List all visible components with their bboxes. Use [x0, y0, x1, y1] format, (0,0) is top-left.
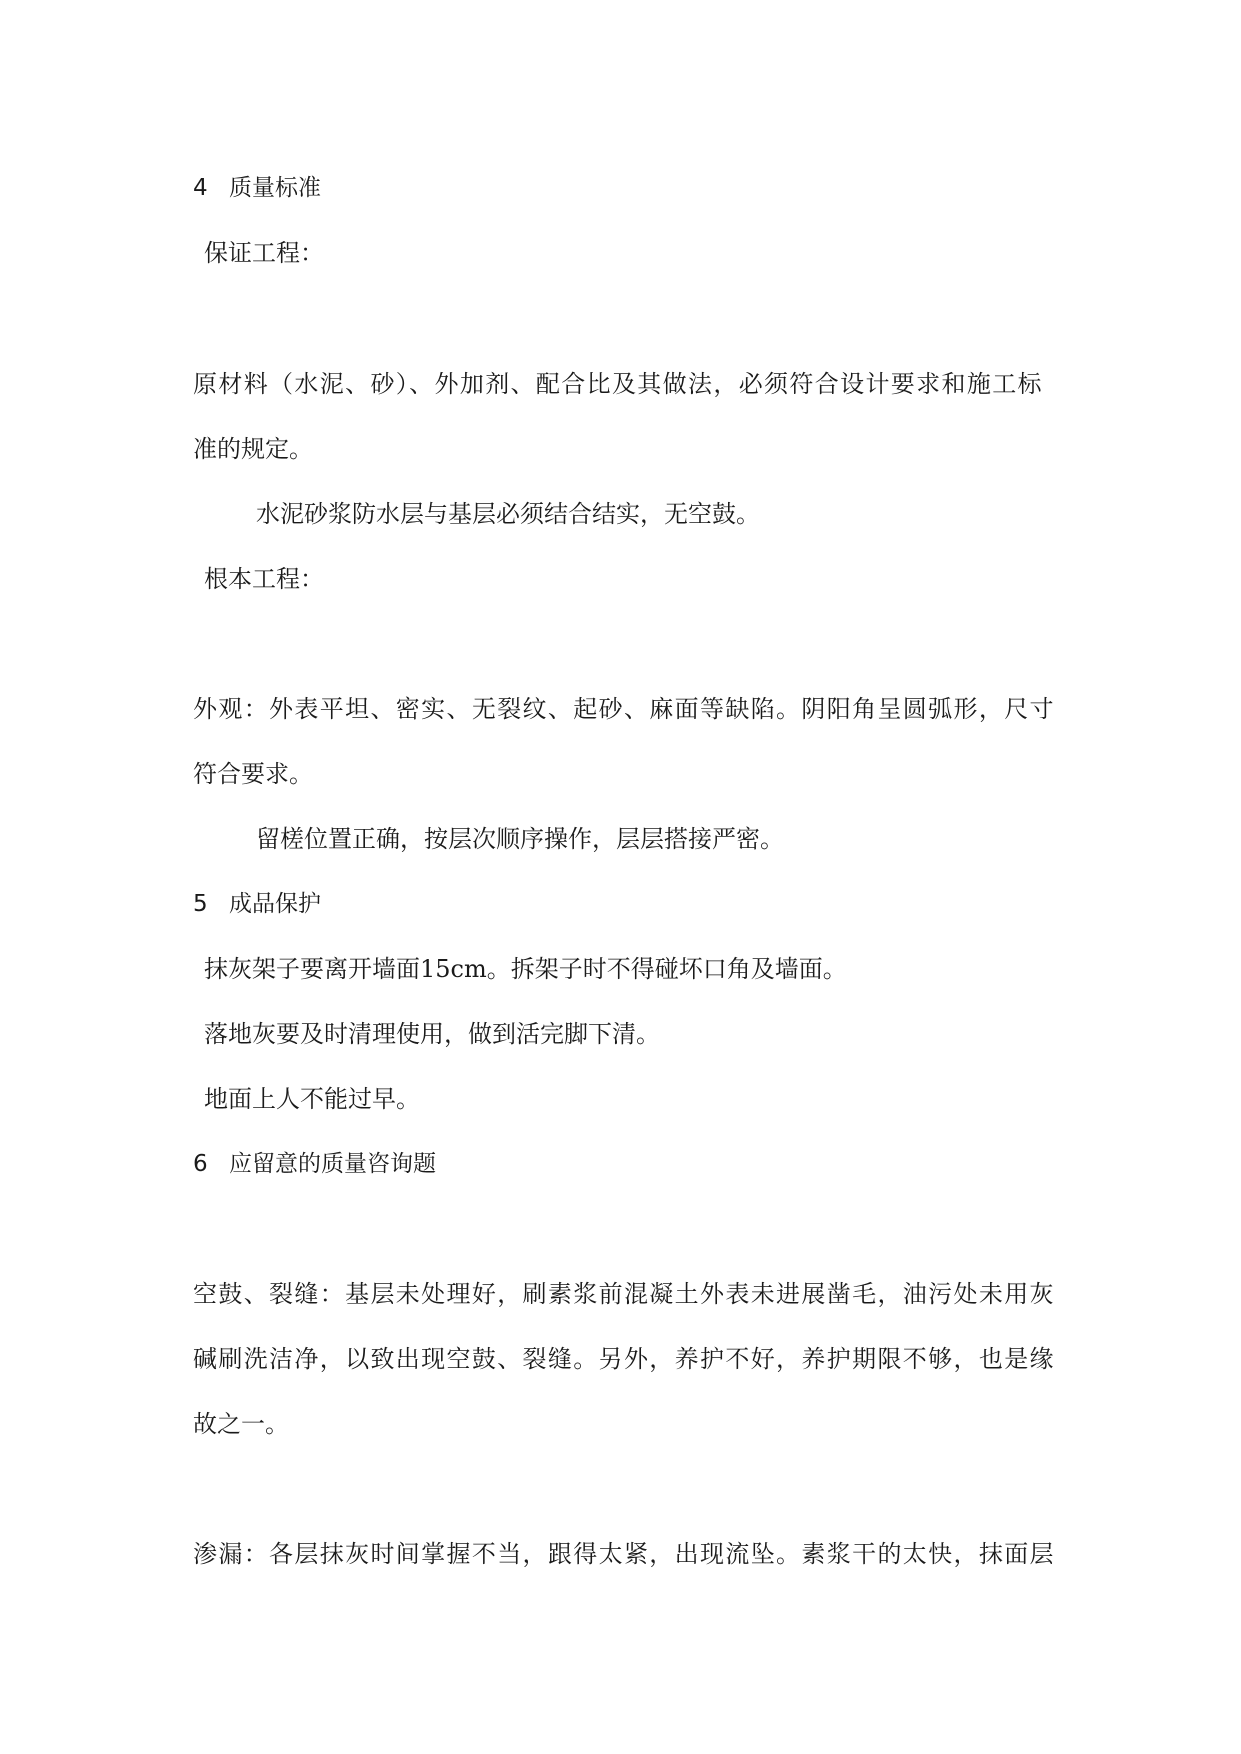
list-item: 落地灰要及时清理使用，做到活完脚下清。	[204, 1020, 660, 1048]
paragraph-line: 准的规定。	[193, 435, 313, 463]
section-heading-4	[193, 173, 321, 203]
list-item: 抹灰架子要离开墙面15cm。拆架子时不得碰坏口角及墙面。	[204, 955, 847, 983]
section-number: 5	[193, 891, 208, 917]
section-title: 应留意的质量咨询题	[229, 1151, 436, 1177]
paragraph-line: 故之一。	[193, 1410, 289, 1438]
section-title: 质量标准	[229, 175, 321, 201]
section-title: 成品保护	[229, 891, 321, 917]
section-number: 6	[193, 1151, 208, 1177]
paragraph-line: 留槎位置正确，按层次顺序操作，层层搭接严密。	[256, 825, 784, 853]
section-heading-6	[193, 1149, 436, 1179]
paragraph-line: 空鼓、裂缝：基层未处理好，刷素浆前混凝土外表未进展凿毛，油污处未用灰	[193, 1280, 1055, 1308]
section-number: 4	[193, 175, 208, 201]
section-heading-5	[193, 889, 321, 919]
paragraph-line: 渗漏：各层抹灰时间掌握不当，跟得太紧，出现流坠。素浆干的太快，抹面层	[193, 1540, 1055, 1568]
paragraph-line: 符合要求。	[193, 760, 313, 788]
basic-label: 根本工程：	[204, 565, 324, 593]
paragraph-line: 碱刷洗洁净，以致出现空鼓、裂缝。另外，养护不好，养护期限不够，也是缘	[193, 1345, 1055, 1373]
paragraph-line: 外观：外表平坦、密实、无裂纹、起砂、麻面等缺陷。阴阳角呈圆弧形，尺寸	[193, 695, 1055, 723]
paragraph-line: 原材料（水泥、砂）、外加剂、配合比及其做法，必须符合设计要求和施工标	[193, 370, 1043, 398]
guarantee-label: 保证工程：	[204, 239, 324, 267]
paragraph-line: 水泥砂浆防水层与基层必须结合结实，无空鼓。	[256, 500, 760, 528]
list-item: 地面上人不能过早。	[204, 1085, 420, 1113]
